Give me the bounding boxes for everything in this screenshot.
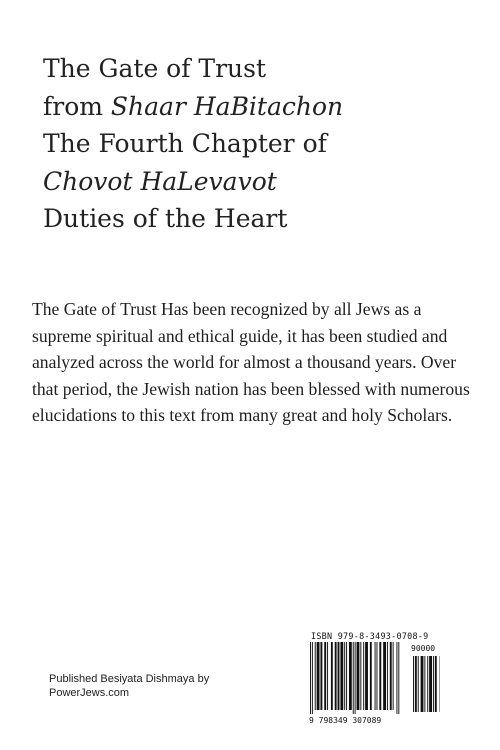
barcode-bar <box>421 656 424 712</box>
barcode-bar <box>310 642 311 714</box>
barcode-bar <box>379 642 381 710</box>
barcode-digits: 9 798349 307089 <box>309 716 382 725</box>
barcode-bar <box>415 656 417 712</box>
barcode-bar <box>393 642 394 710</box>
ean13-bars <box>309 642 409 716</box>
barcode-bar <box>429 656 432 712</box>
title-line-1-text: The Gate of Trust <box>43 54 267 83</box>
addon-bars <box>412 656 440 716</box>
barcode-bar <box>413 656 414 712</box>
price-code: 90000 <box>411 644 436 653</box>
barcode-bar <box>331 642 333 710</box>
barcode-bar <box>363 642 364 710</box>
barcode-bar <box>390 642 392 710</box>
description-text: The Gate of Trust Has been recognized by all Jews as a supreme spiritual and ethical guide, it has been studied and analyzed across the world for almost a thousand years. Over that period, the Jewish nation has been blessed with numerous elucidations to this text from many great and holy Scholars. <box>32 299 470 425</box>
barcode-bar <box>387 642 388 710</box>
barcode-bar <box>377 642 378 710</box>
title-line-2-italic: Shaar HaBitachon <box>110 91 344 121</box>
barcode-bar <box>317 642 320 710</box>
barcode-bar <box>312 642 313 714</box>
barcode-bar <box>383 642 386 710</box>
barcode-bar <box>340 642 343 710</box>
title-line-3-text: The Fourth Chapter of <box>43 129 327 158</box>
title-line-5 <box>43 200 483 238</box>
barcode-bar <box>349 642 352 710</box>
barcode-bar <box>427 656 428 712</box>
title-line-2-text: from <box>43 91 111 121</box>
barcode-bar <box>370 642 372 710</box>
barcode-bar <box>315 642 316 710</box>
barcode-bar <box>357 642 360 710</box>
barcode-bar <box>338 642 340 710</box>
barcode-bar <box>335 642 337 710</box>
barcode-bar <box>396 642 397 714</box>
barcode-bar <box>353 642 354 714</box>
title-line-4-italic: Chovot HaLevavot <box>43 166 277 196</box>
title-line-3 <box>43 125 483 163</box>
publisher-line-2: PowerJews.com <box>49 687 130 699</box>
back-cover-description <box>32 296 472 429</box>
barcode-bar <box>346 642 347 710</box>
isbn-label: ISBN 979-8-3493-0708-9 <box>311 631 429 641</box>
barcode-bar <box>327 642 328 710</box>
barcode-bar <box>398 642 399 714</box>
barcode-bar <box>324 642 326 710</box>
title-line-1 <box>43 50 483 88</box>
barcode-bar <box>320 642 322 710</box>
barcode-bar <box>424 656 425 712</box>
barcode-bar <box>435 656 437 712</box>
barcode-bar <box>433 656 434 712</box>
barcode-bar <box>375 642 376 710</box>
publisher-line-1: Published Besiyata Dishmaya by <box>49 673 210 685</box>
title-line-2 <box>43 88 483 126</box>
barcode-bar <box>418 656 419 712</box>
barcode-bar <box>355 642 356 714</box>
publisher-credit <box>49 672 279 700</box>
barcode-bar <box>360 642 361 710</box>
title-line-4 <box>43 163 483 201</box>
title-line-5-text: Duties of the Heart <box>43 204 288 233</box>
barcode-bar <box>344 642 345 710</box>
isbn-barcode <box>309 631 441 729</box>
barcode-bar <box>365 642 368 710</box>
book-title <box>43 50 483 238</box>
